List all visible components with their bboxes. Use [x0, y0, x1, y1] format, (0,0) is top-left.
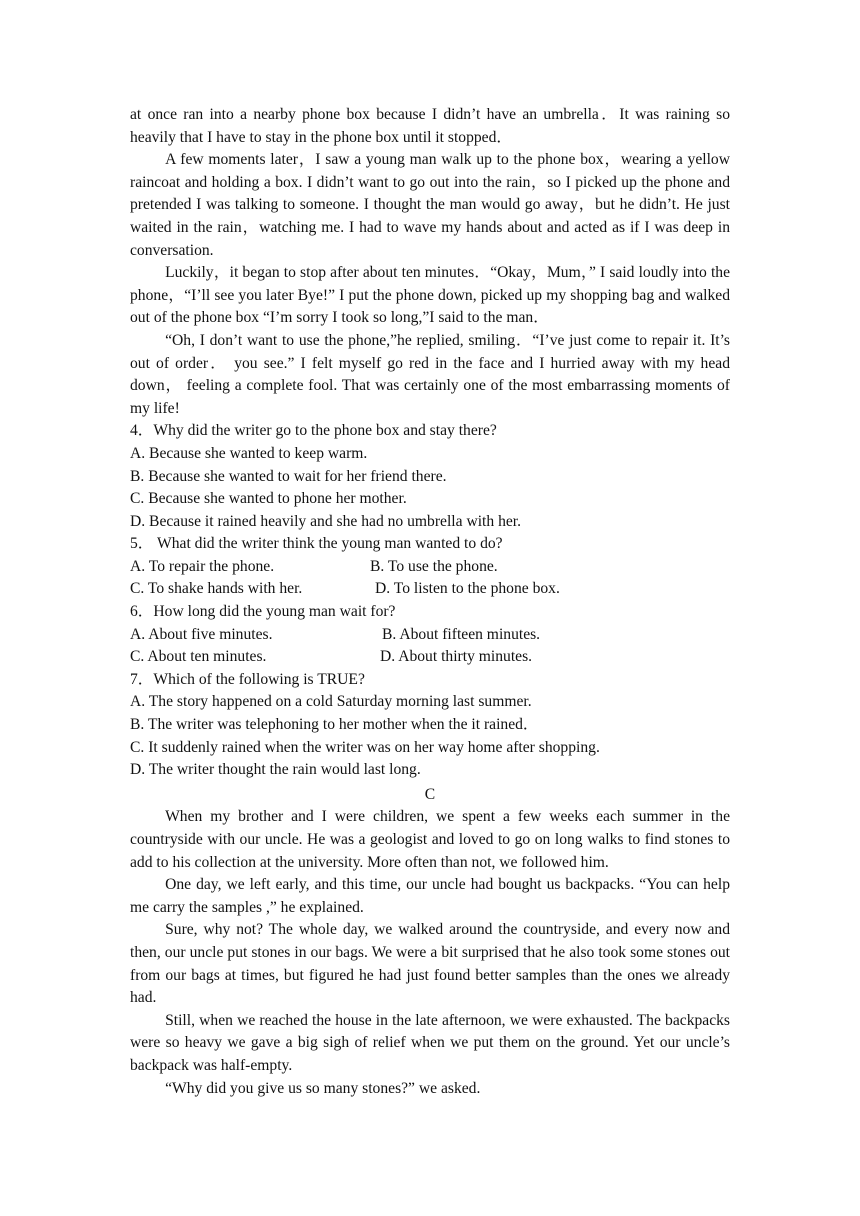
- question-5-options-row-2: [130, 578, 730, 601]
- passage-c-paragraph-5: “Why did you give us so many stones?” we asked.: [165, 1079, 481, 1097]
- question-6-options-row-2: [130, 646, 730, 669]
- question-5-option-a: A. To repair the phone.: [130, 557, 275, 575]
- question-4-option-a: A. Because she wanted to keep warm.: [130, 444, 368, 462]
- question-5-option-c: C. To shake hands with her.: [130, 580, 303, 598]
- passage-b-paragraph-4: “Oh, I don’t want to use the phone,”he replied, smiling．“I’ve just come to repair it. It’s out of order． you see.” I felt myself go red in the face and I hurried away with my head down， feeling a complete fool. That was certainly one of the most embarrassing moments of my life!: [130, 331, 730, 417]
- question-6-option-b: B. About fifteen minutes.: [382, 625, 541, 643]
- question-6-stem: 6．How long did the young man wait for?: [130, 603, 396, 621]
- passage-b-paragraph-2: A few moments later，I saw a young man walk up to the phone box，wearing a yellow raincoat and holding a box. I didn’t want to go out into the rain，so I picked up the phone and pretended I was talking to someone. I thought the man would go away，but he didn’t. He just waited in the rain，watching me. I had to wave my hands about and acted as if I was deep in conversation.: [130, 151, 730, 259]
- question-5: [130, 533, 730, 601]
- question-7-option-c: C. It suddenly rained when the writer was on her way home after shopping.: [130, 738, 600, 756]
- question-7-stem: 7．Which of the following is TRUE?: [130, 670, 365, 688]
- question-4-option-d: D. Because it rained heavily and she had no umbrella with her.: [130, 512, 522, 530]
- question-6-option-d: D. About thirty minutes.: [380, 648, 533, 666]
- passage-b-paragraph-1: at once ran into a nearby phone box because I didn’t have an umbrella．It was raining so heavily that I have to stay in the phone box until it stopped．: [130, 106, 730, 146]
- question-7-option-b: B. The writer was telephoning to her mother when the it rained．: [130, 716, 539, 734]
- question-5-options-row-1: [130, 556, 730, 579]
- passage-c-paragraph-2: One day, we left early, and this time, our uncle had bought us backpacks. “You can help me carry the samples ,” he explained.: [130, 876, 730, 916]
- passage-c-paragraph-1: When my brother and I were children, we spent a few weeks each summer in the countryside with our uncle. He was a geologist and loved to go on long walks to find stones to add to his collection at the university. More often than not, we followed him.: [130, 808, 730, 871]
- question-7-option-d: D. The writer thought the rain would last long.: [130, 761, 421, 779]
- question-5-option-d: D. To listen to the phone box.: [375, 580, 560, 598]
- passage-c-paragraph-4: Still, when we reached the house in the late afternoon, we were exhausted. The backpacks were so heavy we gave a big sigh of relief when we put them on the ground. Yet our uncle’s backpack was half-empty.: [130, 1011, 730, 1074]
- question-7-option-a: A. The story happened on a cold Saturday morning last summer.: [130, 693, 532, 711]
- question-7: [130, 669, 730, 782]
- passage-c-title: C: [424, 785, 436, 803]
- question-5-option-b: B. To use the phone.: [370, 557, 498, 575]
- question-6-option-a: A. About five minutes.: [130, 625, 273, 643]
- question-5-stem: 5． What did the writer think the young man wanted to do?: [130, 535, 503, 553]
- question-6: [130, 601, 730, 669]
- question-4-option-b: B. Because she wanted to wait for her friend there.: [130, 467, 447, 485]
- question-4: [130, 420, 730, 533]
- passage-b-paragraph-3: Luckily，it began to stop after about ten minutes．“Okay，Mum，” I said loudly into the phone，“I’ll see you later Bye!” I put the phone down, picked up my shopping bag and walked out of the phone box “I’m sorry I took so long,”I said to the man．: [130, 264, 730, 327]
- question-6-option-c: C. About ten minutes.: [130, 648, 267, 666]
- exam-page: [130, 104, 730, 1100]
- question-4-option-c: C. Because she wanted to phone her mother.: [130, 490, 407, 508]
- question-6-options-row-1: [130, 624, 730, 647]
- passage-c-paragraph-3: Sure, why not? The whole day, we walked around the countryside, and every now and then, our uncle put stones in our bags. We were a bit surprised that he also took some stones out from our bags at times, but figured he had just found better samples than the ones we already had.: [130, 921, 730, 1007]
- question-4-stem: 4．Why did the writer go to the phone box and stay there?: [130, 422, 497, 440]
